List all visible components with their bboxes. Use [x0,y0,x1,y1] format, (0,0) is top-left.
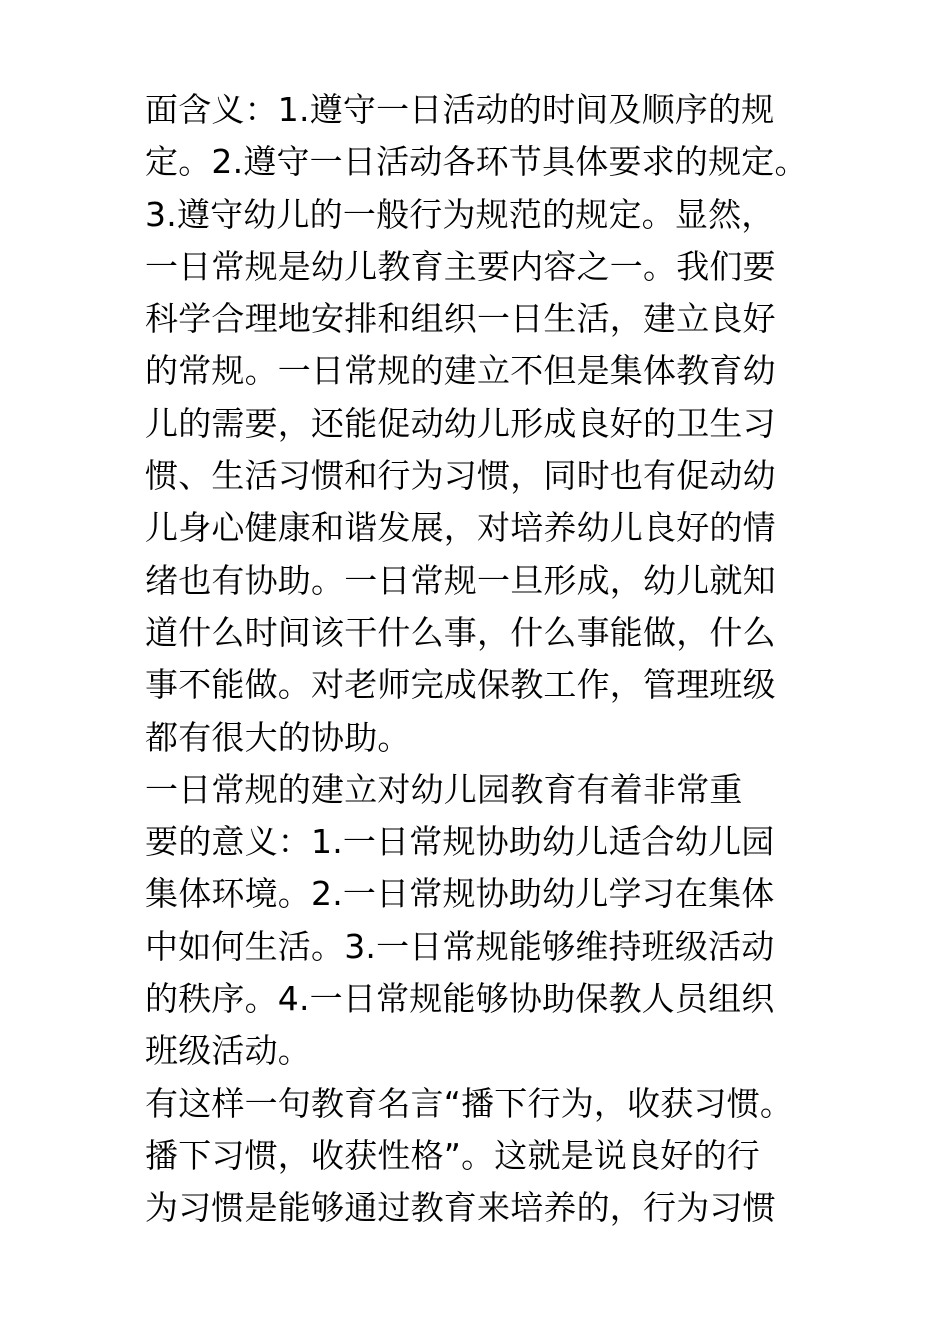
text-line: 的秩序。4.一日常规能够协助保教人员组织 [145,979,775,1019]
text-line: 班级活动。 [145,1031,311,1071]
text-line: 中如何生活。3.一日常规能够维持班级活动 [145,926,775,966]
text-line: 儿的需要，还能促动幼儿形成良好的卫生习 [145,403,776,443]
body-text [145,84,825,1235]
text-line: 儿身心健康和谐发展，对培养幼儿良好的情 [145,508,776,548]
text-line: 定。2.遵守一日活动各环节具体要求的规定。 [145,142,808,182]
text-line: 面含义：1.遵守一日活动的时间及顺序的规 [145,90,775,129]
text-line: 播下习惯，收获性格”。这就是说良好的行 [145,1135,760,1175]
text-line: 道什么时间该干什么事，什么事能做，什么 [145,612,776,652]
text-line: 集体环境。2.一日常规协助幼儿学习在集体 [145,874,775,914]
text-line: 事不能做。对老师完成保教工作，管理班级 [145,665,776,705]
text-line: 3.遵守幼儿的一般行为规范的规定。显然， [145,194,775,234]
text-line: 科学合理地安排和组织一日生活，建立良好 [145,299,776,339]
text-line: 绪也有协助。一日常规一旦形成，幼儿就知 [145,560,776,600]
text-line: 惯、生活习惯和行为习惯，同时也有促动幼 [145,456,776,496]
text-line: 要的意义：1.一日常规协助幼儿适合幼儿园 [145,822,775,862]
text-line: 都有很大的协助。 [145,717,411,757]
text-line: 的常规。一日常规的建立不但是集体教育幼 [145,351,776,391]
text-line: 为习惯是能够通过教育来培养的，行为习惯 [145,1188,776,1228]
text-line: 一日常规是幼儿教育主要内容之一。我们要 [145,246,776,286]
text-line: 有这样一句教育名言“播下行为，收获习惯。 [145,1083,794,1123]
text-line: 一日常规的建立对幼儿园教育有着非常重 [145,769,743,809]
